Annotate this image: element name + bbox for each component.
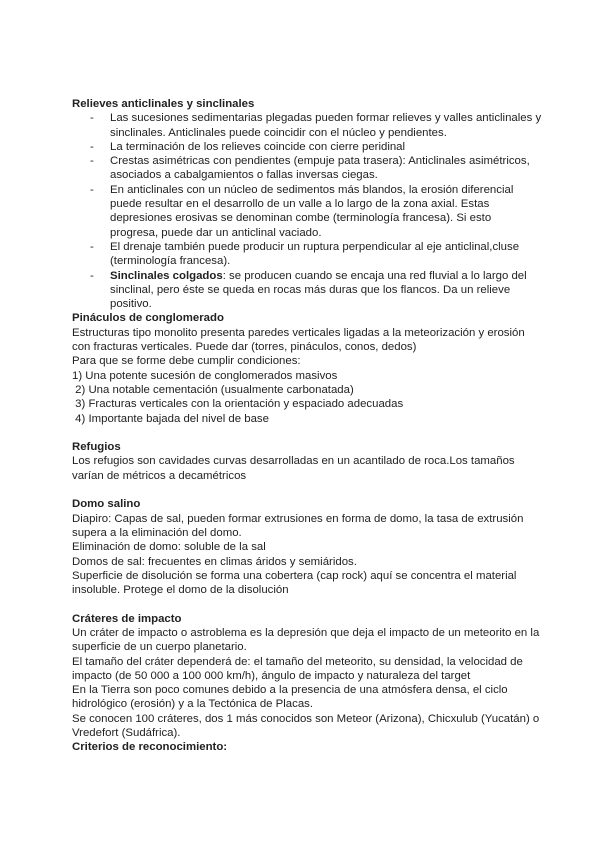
- spacer: [72, 597, 542, 611]
- list-item: - El drenaje también puede producir un ruptura perpendicular al eje anticlinal,cluse (terminología francesa).: [110, 240, 542, 269]
- paragraph: Los refugios son cavidades curvas desarrolladas en un acantilado de roca.Los tamaños varían de métricos a decamétricos: [72, 455, 515, 482]
- subsection-title-criterios: Criterios de reconocimiento:: [72, 741, 228, 754]
- document-page: [72, 97, 542, 755]
- list-item-text: : se producen cuando se encaja una red fluvial a lo largo del sinclinal, pero éste se queda en rocas más duras que los flancos. Da un relieve positivo.: [110, 269, 527, 311]
- paragraph: Se conocen 100 cráteres, dos 1 más conocidos son Meteor (Arizona), Chicxulub (Yucatán) o Vredefort (Sudáfrica).: [72, 712, 540, 740]
- paragraph: Para que se forme debe cumplir condiciones:: [72, 355, 301, 368]
- list-item: [110, 269, 542, 312]
- paragraph: El tamaño del cráter dependerá de: el tamaño del meteorito, su densidad, la velocidad de impacto (de 50 000 a 100 000 km/h), ángulo de impacto y naturaleza del target: [72, 655, 523, 682]
- list-item: - En anticlinales con un núcleo de sedimentos más blandos, la erosión diferencial puede resultar en el desarrollo de un valle a lo largo de la zona axial. Estas depresiones erosivas se denominan combe (terminología francesa). Si esto progresa, puede dar un anticlinal vaciado.: [110, 183, 542, 240]
- spacer: [72, 483, 542, 497]
- list-item-bold-term: Sinclinales colgados: [110, 269, 223, 282]
- numbered-condition: 3) Fracturas verticales con la orientación y espaciado adecuadas: [72, 398, 404, 411]
- list-item: - Crestas asimétricas con pendientes (empuje pata trasera): Anticlinales asimétricos, asociados a cabalgamientos o fallas inversas ciegas.: [110, 154, 542, 183]
- section-title-pinaculos: Pináculos de conglomerado: [72, 312, 224, 325]
- paragraph: Estructuras tipo monolito presenta paredes verticales ligadas a la meteorización y erosión con fracturas verticales. Puede dar (torres, pináculos, conos, dedos): [72, 326, 525, 354]
- list-item: - La terminación de los relieves coincide con cierre peridinal: [110, 140, 542, 154]
- paragraph: Domos de sal: frecuentes en climas áridos y semiáridos.: [72, 555, 357, 568]
- section-title-relieves: Relieves anticlinales y sinclinales: [72, 98, 255, 110]
- section-title-crateres: Cráteres de impacto: [72, 612, 182, 625]
- paragraph: Superficie de disolución se forma una cobertera (cap rock) aquí se concentra el material insoluble. Protege el domo de la disolución: [72, 569, 517, 597]
- paragraph: Un cráter de impacto o astroblema es la depresión que deja el impacto de un meteorito en la superficie de un cuerpo planetario.: [72, 626, 540, 654]
- numbered-condition: 1) Una potente sucesión de conglomerados masivos: [72, 369, 338, 382]
- list-item: - Las sucesiones sedimentarias plegadas pueden formar relieves y valles anticlinales y sinclinales. Anticlinales puede coincidir con el núcleo y pendientes.: [110, 111, 542, 140]
- numbered-condition: 2) Una notable cementación (usualmente carbonatada): [72, 383, 354, 396]
- numbered-condition: 4) Importante bajada del nivel de base: [72, 412, 269, 425]
- paragraph: En la Tierra son poco comunes debido a la presencia de una atmósfera densa, el ciclo hidrológico (erosión) y a la Tectónica de Placas.: [72, 684, 508, 711]
- section-title-domo: Domo salino: [72, 498, 141, 511]
- paragraph: Diapiro: Capas de sal, pueden formar extrusiones en forma de domo, la tasa de extrusión supera a la eliminación del domo.: [72, 512, 524, 539]
- section-title-refugios: Refugios: [72, 441, 121, 454]
- relieves-list: [72, 111, 542, 311]
- spacer: [72, 426, 542, 440]
- paragraph: Eliminación de domo: soluble de la sal: [72, 541, 266, 554]
